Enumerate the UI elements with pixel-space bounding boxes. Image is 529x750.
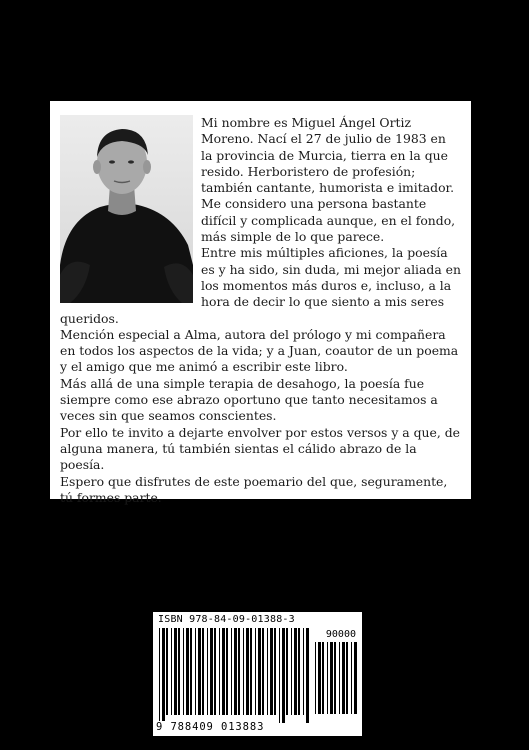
barcode-bar [162,628,165,723]
bio-paragraph: Mención especial a Alma, autora del prólogo y mi compañera en todos los aspectos de la vida; y a Juan, coautor de un poema y el amigo que me animó a escribir este libro. [60,326,459,375]
bio-paragraph: Más allá de una simple terapia de desahogo, la poesía fue siempre como ese abrazo oportuno que tanto necesitamos a veces sin que seamos conscientes. [60,375,438,424]
price-code: 90000 [325,629,356,640]
bio-paragraph: Entre mis múltiples aficiones, la poesía es y ha sido, sin duda, mi mejor aliada en los momentos más duros e, incluso, a la hora de decir lo que siento a mis seres queridos. [60,245,461,326]
barcode-bar [298,628,300,715]
barcode-bar [214,628,216,715]
barcode-bar [231,628,232,715]
barcode-bar [270,628,273,715]
barcode-bar [246,628,249,715]
barcode-bar [238,628,240,715]
barcode-bar [262,628,264,715]
barcode-bar [210,628,213,715]
barcode-bar [267,628,268,715]
barcode-bar [334,642,336,714]
barcode-bar [250,628,252,715]
barcode-bar [183,628,184,715]
barcode-bar [234,628,237,715]
barcode-bar [354,642,357,714]
barcode-bar [274,628,276,715]
bio-paragraph: Espero que disfrutes de este poemario del que, seguramente, tú formes parte. [60,473,448,505]
bio-paragraph: Me considero una persona bastante difícil y complicada aunque, en el fondo, más simple de lo que parece. [201,196,456,245]
barcode-bar [171,628,172,715]
bio-paragraph: Por ello te invito a dejarte envolver por estos versos y a que, de alguna manera, tú también sientas el cálido abrazo de la poesía. [60,424,460,473]
barcode-bar [174,628,177,715]
isbn-label: ISBN 978-84-09-01388-3 [158,614,295,625]
barcode-bar [294,628,297,715]
barcode-bar [318,642,321,714]
barcode-bar [190,628,192,715]
barcode-bar [306,628,309,723]
barcode-bar [226,628,228,715]
barcode-bar [186,628,189,715]
barcode-bar [291,628,292,715]
author-bio-box [50,101,471,505]
barcode-bar [178,628,180,715]
barcode-bar [322,642,324,714]
barcode-bar [195,628,196,715]
barcode-bar [243,628,244,715]
ean-digits: 9 788409 013883 [156,721,265,733]
barcode-bar [255,628,256,715]
barcode-bar [327,642,328,714]
barcode-bar [346,642,348,714]
barcode-bar [222,628,225,715]
bio-paragraph: Mi nombre es Miguel Ángel Ortiz Moreno. Nací el 27 de julio de 1983 en la provincia de Murcia, tierra en la que resido. Herboristero de profesión; también cantante, humorista e imitador. [201,115,455,196]
barcode-bar [339,642,340,714]
barcode-bar [303,628,304,715]
barcode-bar [166,628,168,715]
author-portrait-image [60,115,193,303]
barcode-bar [202,628,204,715]
barcode-bar [351,642,352,714]
barcode-bar [282,628,285,723]
barcode-bar [219,628,220,715]
barcode-bar [258,628,261,715]
barcode-bar [207,628,208,715]
author-photo [60,115,193,303]
barcode-bar [198,628,201,715]
barcode-bar [330,642,333,714]
barcode-bar [315,642,316,714]
isbn-barcode [153,612,362,736]
addon-barcode-bars [315,642,357,722]
barcode-bar [279,628,280,723]
barcode-bar [286,628,288,715]
barcode-bar [159,628,160,723]
ean-barcode-bars [159,628,309,723]
barcode-bar [342,642,345,714]
